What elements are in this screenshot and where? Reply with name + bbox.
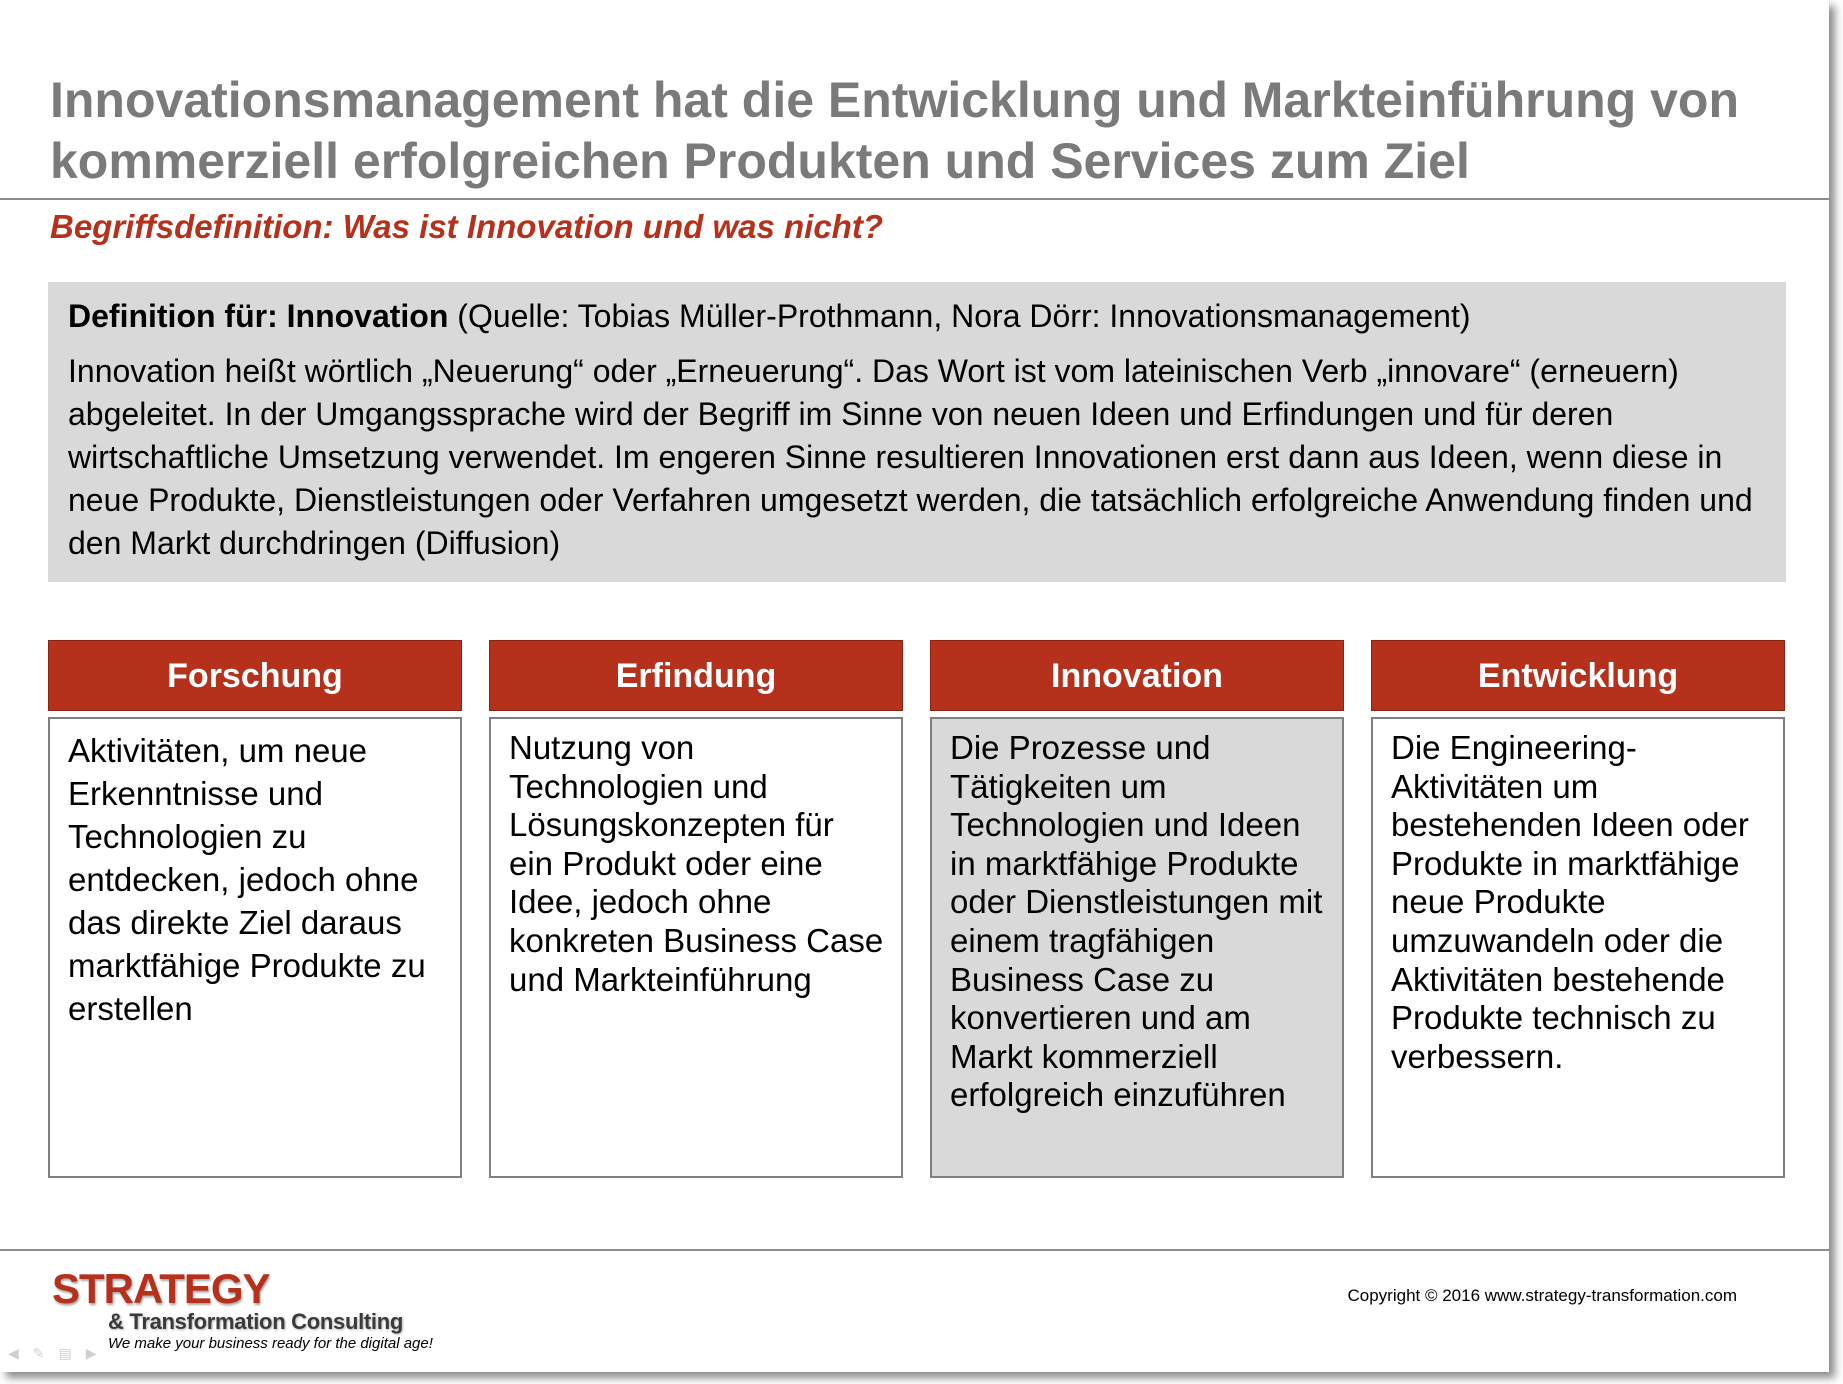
logo-wordmark: STRATEGY: [52, 1265, 270, 1312]
card-header-erfindung: Erfindung: [489, 640, 903, 711]
next-slide-icon[interactable]: ▶: [85, 1345, 97, 1361]
copyright-notice: Copyright © 2016 www.strategy-transformation.com: [1347, 1286, 1737, 1305]
logo-subline: & Transformation Consulting: [108, 1309, 404, 1334]
card-erfindung: [489, 640, 903, 1178]
definition-source: (Quelle: Tobias Müller-Prothmann, Nora Dörr: Innovationsmanagement): [448, 298, 1471, 334]
card-header-forschung: Forschung: [48, 640, 462, 711]
card-forschung: [48, 640, 462, 1178]
slideshow-controls: [8, 1346, 97, 1360]
card-innovation: [930, 640, 1344, 1178]
slide-title: Innovationsmanagement hat die Entwicklung und Markteinführung von kommerziell erfolgreichen Produkten und Services zum Ziel: [50, 72, 1739, 189]
title-divider: [0, 198, 1829, 200]
card-text-forschung: Aktivitäten, um neue Erkenntnisse und Technologien zu entdecken, jedoch ohne das direkte Ziel daraus marktfähige Produkte zu erstellen: [48, 717, 462, 1178]
card-text-erfindung: Nutzung von Technologien und Lösungskonzepten für ein Produkt oder eine Idee, jedoch ohne konkreten Business Case und Markteinführung: [489, 717, 903, 1178]
card-entwicklung: [1371, 640, 1785, 1178]
definition-box: [48, 282, 1786, 582]
slide-subtitle: Begriffsdefinition: Was ist Innovation und was nicht?: [50, 208, 883, 245]
definition-heading-label: Definition für: Innovation: [68, 298, 449, 334]
company-logo: [52, 1265, 433, 1353]
logo-tagline: We make your business ready for the digital age!: [108, 1335, 433, 1352]
menu-icon[interactable]: ▤: [58, 1345, 72, 1361]
definition-heading: [68, 294, 1764, 338]
card-header-innovation: Innovation: [930, 640, 1344, 711]
previous-slide-icon[interactable]: ◀: [8, 1345, 19, 1361]
card-text-innovation: Die Prozesse und Tätigkeiten um Technologien und Ideen in marktfähige Produkte oder Dienstleistungen mit einem tragfähigen Business Case zu konvertieren und am Markt kommerziell erfolgreich einzuführen: [930, 717, 1344, 1178]
pen-icon[interactable]: ✎: [32, 1345, 45, 1361]
card-header-entwicklung: Entwicklung: [1371, 640, 1785, 711]
card-text-entwicklung: Die Engineering-Aktivitäten um bestehenden Ideen oder Produkte in marktfähige neue Produkte umzuwandeln oder die Aktivitäten bestehende Produkte technisch zu verbessern.: [1371, 717, 1785, 1178]
definition-body: Innovation heißt wörtlich „Neuerung“ oder „Erneuerung“. Das Wort ist vom lateinischen Verb „innovare“ (erneuern) abgeleitet. In der Umgangssprache wird der Begriff im Sinne von neuen Ideen und Erfindungen und für deren wirtschaftliche Umsetzung verwendet. Im engeren Sinne resultieren Innovationen erst dann aus Ideen, wenn diese in neue Produkte, Dienstleistungen oder Verfahren umgesetzt werden, die tatsächlich erfolgreiche Anwendung finden und den Markt durchdringen (Diffusion): [68, 353, 1753, 561]
footer-divider: [0, 1249, 1829, 1251]
